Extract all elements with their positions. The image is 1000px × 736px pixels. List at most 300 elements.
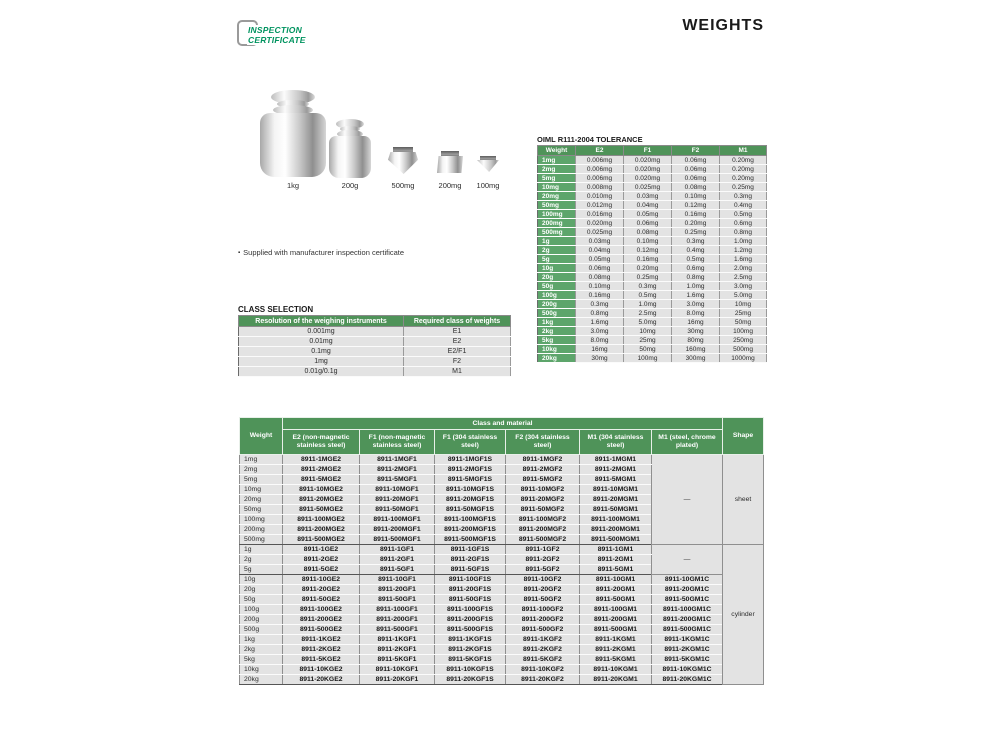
table-cell: 1kg — [538, 318, 576, 327]
table-cell: 3.0mg — [672, 300, 720, 309]
table-cell: 300mg — [672, 354, 720, 363]
weight-cell: 2g — [240, 555, 283, 565]
product-label: 1kg — [286, 181, 300, 190]
part-number-cell: 8911-10KGM1C — [652, 665, 723, 675]
part-number-cell: 8911-100GF1 — [360, 605, 435, 615]
column-header: F2 (304 stainless steel) — [506, 430, 580, 455]
part-number-cell: 8911-10KGF1S — [435, 665, 506, 675]
table-cell: 0.4mg — [672, 246, 720, 255]
table-cell: 1g — [538, 237, 576, 246]
table-cell: 16mg — [576, 345, 624, 354]
table-cell: 5.0mg — [624, 318, 672, 327]
dash-cell: — — [652, 545, 723, 575]
table-cell: 0.5mg — [672, 255, 720, 264]
catalog-row — [240, 595, 764, 605]
weight-cell: 5g — [240, 565, 283, 575]
table-cell: 0.8mg — [672, 273, 720, 282]
part-number-cell: 8911-2MGF2 — [506, 465, 580, 475]
product-label: 200g — [341, 181, 359, 190]
column-header: E2 (non-magnetic stainless steel) — [283, 430, 360, 455]
table-cell: E2 — [404, 337, 511, 347]
catalog-row — [240, 645, 764, 655]
part-number-cell: 8911-500MGF2 — [506, 535, 580, 545]
part-number-cell: 8911-1GF1 — [360, 545, 435, 555]
part-number-cell: 8911-500GF1S — [435, 625, 506, 635]
table-row — [538, 192, 767, 201]
table-cell: F2 — [404, 357, 511, 367]
part-number-cell: 8911-2KGM1 — [580, 645, 652, 655]
table-cell: 0.025mg — [576, 228, 624, 237]
table-cell: 0.3mg — [672, 237, 720, 246]
group-header-class-material: Class and material — [283, 418, 723, 430]
table-cell: 0.05mg — [576, 255, 624, 264]
table-cell: 0.25mg — [624, 273, 672, 282]
weight-cell: 1mg — [240, 455, 283, 465]
tolerance-table — [537, 145, 767, 363]
part-number-cell: 8911-10MGF1S — [435, 485, 506, 495]
class-header-row — [239, 316, 511, 327]
table-cell: 0.20mg — [720, 174, 767, 183]
table-cell: 0.010mg — [576, 192, 624, 201]
table-cell: 0.16mg — [576, 291, 624, 300]
table-cell: 10kg — [538, 345, 576, 354]
part-number-cell: 8911-2KGM1C — [652, 645, 723, 655]
part-number-cell: 8911-50GE2 — [283, 595, 360, 605]
column-header: M1 — [720, 146, 767, 156]
part-number-cell: 8911-10KGE2 — [283, 665, 360, 675]
shape-cell: sheet — [723, 455, 764, 545]
table-cell: 0.001mg — [239, 327, 404, 337]
table-row — [538, 318, 767, 327]
weight-cell: 1kg — [240, 635, 283, 645]
logo-line1: INSPECTION — [248, 25, 302, 35]
table-row — [538, 210, 767, 219]
table-cell: 0.25mg — [720, 183, 767, 192]
part-number-cell: 8911-2GE2 — [283, 555, 360, 565]
part-number-cell: 8911-100MGE2 — [283, 515, 360, 525]
part-number-cell: 8911-5GF2 — [506, 565, 580, 575]
part-number-cell: 8911-10GF1S — [435, 575, 506, 585]
table-cell: 0.3mg — [720, 192, 767, 201]
weight-cell: 2mg — [240, 465, 283, 475]
table-cell: 0.16mg — [672, 210, 720, 219]
table-cell: 50mg — [720, 318, 767, 327]
table-cell: 8.0mg — [672, 309, 720, 318]
table-row — [538, 201, 767, 210]
table-row — [239, 337, 511, 347]
table-cell: 8.0mg — [576, 336, 624, 345]
table-cell: 20mg — [538, 192, 576, 201]
table-cell: 0.5mg — [720, 210, 767, 219]
weight-cell: 200g — [240, 615, 283, 625]
part-number-cell: 8911-2GF1 — [360, 555, 435, 565]
catalog-row — [240, 545, 764, 555]
catalog-row — [240, 635, 764, 645]
table-row — [239, 357, 511, 367]
part-number-cell: 8911-20GF2 — [506, 585, 580, 595]
table-cell: 1000mg — [720, 354, 767, 363]
table-cell: 0.3mg — [576, 300, 624, 309]
part-number-cell: 8911-200GF1 — [360, 615, 435, 625]
table-row — [538, 282, 767, 291]
table-cell: 0.08mg — [576, 273, 624, 282]
column-header: F1 (304 stainless steel) — [435, 430, 506, 455]
table-cell: 0.6mg — [720, 219, 767, 228]
table-cell: 0.20mg — [720, 156, 767, 165]
table-cell: 200g — [538, 300, 576, 309]
table-cell: 10mg — [538, 183, 576, 192]
part-number-cell: 8911-500MGF1 — [360, 535, 435, 545]
tolerance-header-row — [538, 146, 767, 156]
shape-cell: cylinder — [723, 545, 764, 685]
part-number-cell: 8911-50MGF1S — [435, 505, 506, 515]
part-number-cell: 8911-10KGF1 — [360, 665, 435, 675]
table-cell: 2g — [538, 246, 576, 255]
weight-cell: 20mg — [240, 495, 283, 505]
table-cell: 5g — [538, 255, 576, 264]
table-cell: 0.03mg — [576, 237, 624, 246]
table-cell: 0.3mg — [624, 282, 672, 291]
part-number-cell: 8911-5KGM1 — [580, 655, 652, 665]
part-number-cell: 8911-10KGM1 — [580, 665, 652, 675]
table-cell: 0.012mg — [576, 201, 624, 210]
part-number-cell: 8911-20GM1C — [652, 585, 723, 595]
class-selection-title: CLASS SELECTION — [238, 305, 314, 314]
part-number-cell: 8911-200MGE2 — [283, 525, 360, 535]
table-cell: 25mg — [720, 309, 767, 318]
weight-cell: 500mg — [240, 535, 283, 545]
table-cell: 0.020mg — [624, 165, 672, 174]
weight-cell: 5kg — [240, 655, 283, 665]
table-cell: 5mg — [538, 174, 576, 183]
part-number-cell: 8911-2KGE2 — [283, 645, 360, 655]
part-number-cell: 8911-2KGF2 — [506, 645, 580, 655]
table-cell: 0.1mg — [239, 347, 404, 357]
table-cell: 16mg — [672, 318, 720, 327]
part-number-cell: 8911-50GF1 — [360, 595, 435, 605]
table-row — [538, 255, 767, 264]
part-number-cell: 8911-1MGM1 — [580, 455, 652, 465]
table-cell: 30mg — [576, 354, 624, 363]
table-cell: 10g — [538, 264, 576, 273]
dash-cell: — — [652, 455, 723, 545]
table-cell: 160mg — [672, 345, 720, 354]
table-row — [538, 246, 767, 255]
product-label: 100mg — [476, 181, 500, 190]
part-number-cell: 8911-5MGF1 — [360, 475, 435, 485]
part-number-cell: 8911-2GF2 — [506, 555, 580, 565]
part-number-cell: 8911-2GF1S — [435, 555, 506, 565]
table-cell: 0.006mg — [576, 156, 624, 165]
part-number-cell: 8911-1MGF2 — [506, 455, 580, 465]
table-row — [538, 327, 767, 336]
column-header: F1 (non-magnetic stainless steel) — [360, 430, 435, 455]
table-cell: 1.0mg — [720, 237, 767, 246]
table-cell: 2mg — [538, 165, 576, 174]
table-cell: 0.05mg — [624, 210, 672, 219]
column-header: Resolution of the weighing instruments — [239, 316, 404, 327]
table-cell: 500mg — [720, 345, 767, 354]
part-number-cell: 8911-5GF1 — [360, 565, 435, 575]
product-label: 500mg — [391, 181, 415, 190]
table-cell: 100mg — [624, 354, 672, 363]
logo-text — [247, 25, 307, 45]
table-cell: 0.04mg — [576, 246, 624, 255]
column-header-weight: Weight — [240, 418, 283, 455]
part-number-cell: 8911-1KGF2 — [506, 635, 580, 645]
table-cell: 50mg — [624, 345, 672, 354]
part-number-cell: 8911-100MGM1 — [580, 515, 652, 525]
part-number-cell: 8911-5MGF2 — [506, 475, 580, 485]
part-number-cell: 8911-50MGF2 — [506, 505, 580, 515]
part-number-cell: 8911-10GM1C — [652, 575, 723, 585]
part-number-cell: 8911-20MGF1S — [435, 495, 506, 505]
catalog-row — [240, 585, 764, 595]
part-number-cell: 8911-50GF1S — [435, 595, 506, 605]
table-cell: 0.08mg — [672, 183, 720, 192]
table-cell: 1mg — [538, 156, 576, 165]
table-cell: E2/F1 — [404, 347, 511, 357]
table-cell: 0.08mg — [624, 228, 672, 237]
table-cell: M1 — [404, 367, 511, 377]
part-number-cell: 8911-50GF2 — [506, 595, 580, 605]
table-cell: 1.6mg — [576, 318, 624, 327]
part-number-cell: 8911-5MGM1 — [580, 475, 652, 485]
part-number-cell: 8911-10GE2 — [283, 575, 360, 585]
table-row — [538, 345, 767, 354]
part-number-cell: 8911-10GF2 — [506, 575, 580, 585]
part-number-cell: 8911-2KGF1S — [435, 645, 506, 655]
column-header: Weight — [538, 146, 576, 156]
column-header-shape: Shape — [723, 418, 764, 455]
catalog-group-header-row — [240, 418, 764, 430]
part-number-cell: 8911-10MGF1 — [360, 485, 435, 495]
weight-500mg-image — [388, 147, 418, 174]
catalog-row — [240, 625, 764, 635]
part-number-cell: 8911-100MGF1 — [360, 515, 435, 525]
table-cell: 0.06mg — [672, 174, 720, 183]
catalog-subheader-row — [240, 430, 764, 455]
class-selection-table — [238, 315, 511, 377]
table-row — [239, 367, 511, 377]
column-header: M1 (steel, chrome plated) — [652, 430, 723, 455]
table-cell: 0.4mg — [720, 201, 767, 210]
part-number-cell: 8911-1KGM1C — [652, 635, 723, 645]
table-cell: 0.6mg — [672, 264, 720, 273]
part-number-cell: 8911-500GF2 — [506, 625, 580, 635]
table-cell: 3.0mg — [576, 327, 624, 336]
part-number-cell: 8911-5KGF2 — [506, 655, 580, 665]
part-number-cell: 8911-20GE2 — [283, 585, 360, 595]
weight-cell: 10mg — [240, 485, 283, 495]
part-number-cell: 8911-20MGM1 — [580, 495, 652, 505]
part-number-cell: 8911-20GF1 — [360, 585, 435, 595]
table-cell: 0.006mg — [576, 165, 624, 174]
table-cell: 0.20mg — [672, 219, 720, 228]
part-number-cell: 8911-10GF1 — [360, 575, 435, 585]
part-number-cell: 8911-200MGM1 — [580, 525, 652, 535]
table-cell: 0.025mg — [624, 183, 672, 192]
table-cell: 0.06mg — [672, 156, 720, 165]
table-cell: 0.8mg — [720, 228, 767, 237]
table-row — [538, 273, 767, 282]
table-row — [538, 228, 767, 237]
part-number-cell: 8911-200GM1C — [652, 615, 723, 625]
part-number-cell: 8911-200GF2 — [506, 615, 580, 625]
table-cell: 100g — [538, 291, 576, 300]
weight-cell: 100mg — [240, 515, 283, 525]
part-number-cell: 8911-200MGF1 — [360, 525, 435, 535]
table-row — [538, 264, 767, 273]
part-number-cell: 8911-5KGF1S — [435, 655, 506, 665]
part-number-cell: 8911-1MGF1S — [435, 455, 506, 465]
part-number-cell: 8911-1GE2 — [283, 545, 360, 555]
table-cell: 1.6mg — [720, 255, 767, 264]
weight-cell: 20kg — [240, 675, 283, 685]
table-cell: 25mg — [624, 336, 672, 345]
table-cell: 100mg — [538, 210, 576, 219]
part-number-cell: 8911-2MGF1S — [435, 465, 506, 475]
part-number-cell: 8911-200MGF1S — [435, 525, 506, 535]
table-cell: 0.25mg — [672, 228, 720, 237]
table-cell: 200mg — [538, 219, 576, 228]
table-cell: 3.0mg — [720, 282, 767, 291]
part-number-cell: 8911-50MGE2 — [283, 505, 360, 515]
inspection-certificate-logo — [237, 20, 327, 52]
part-number-cell: 8911-5MGE2 — [283, 475, 360, 485]
table-cell: 500mg — [538, 228, 576, 237]
table-row — [538, 219, 767, 228]
table-cell: 1.2mg — [720, 246, 767, 255]
table-cell: 5.0mg — [720, 291, 767, 300]
column-header: Required class of weights — [404, 316, 511, 327]
part-number-cell: 8911-50MGF1 — [360, 505, 435, 515]
table-row — [538, 183, 767, 192]
product-label: 200mg — [438, 181, 462, 190]
catalog-row — [240, 665, 764, 675]
table-cell: 0.01mg — [239, 337, 404, 347]
table-cell: 30mg — [672, 327, 720, 336]
table-cell: 0.016mg — [576, 210, 624, 219]
weight-1kg-image — [260, 90, 326, 178]
weight-cell: 20g — [240, 585, 283, 595]
table-row — [538, 309, 767, 318]
part-number-cell: 8911-500GF1 — [360, 625, 435, 635]
table-cell: 0.020mg — [576, 219, 624, 228]
part-number-cell: 8911-100GM1C — [652, 605, 723, 615]
weight-cell: 50mg — [240, 505, 283, 515]
part-number-cell: 8911-10MGF2 — [506, 485, 580, 495]
column-header: E2 — [576, 146, 624, 156]
part-number-cell: 8911-5GM1 — [580, 565, 652, 575]
weight-cell: 50g — [240, 595, 283, 605]
part-number-cell: 8911-5GE2 — [283, 565, 360, 575]
table-cell: 0.10mg — [624, 237, 672, 246]
part-number-cell: 8911-20KGM1C — [652, 675, 723, 685]
table-cell: 0.01g/0.1g — [239, 367, 404, 377]
part-number-cell: 8911-200MGF2 — [506, 525, 580, 535]
part-number-cell: 8911-20GF1S — [435, 585, 506, 595]
part-number-cell: 8911-20MGF1 — [360, 495, 435, 505]
table-cell: 0.04mg — [624, 201, 672, 210]
weight-cell: 10kg — [240, 665, 283, 675]
part-number-cell: 8911-200GF1S — [435, 615, 506, 625]
catalog-row — [240, 605, 764, 615]
table-cell: 0.20mg — [720, 165, 767, 174]
table-cell: 20g — [538, 273, 576, 282]
table-cell: 1mg — [239, 357, 404, 367]
part-number-cell: 8911-2MGM1 — [580, 465, 652, 475]
table-row — [538, 156, 767, 165]
inspection-note — [238, 248, 404, 257]
table-cell: E1 — [404, 327, 511, 337]
bullet-icon: ▪ — [238, 250, 241, 256]
part-number-cell: 8911-20MGE2 — [283, 495, 360, 505]
weight-cell: 100g — [240, 605, 283, 615]
page — [236, 0, 766, 736]
part-number-cell: 8911-1GF2 — [506, 545, 580, 555]
column-header: F1 — [624, 146, 672, 156]
weight-cell: 2kg — [240, 645, 283, 655]
table-row — [538, 165, 767, 174]
part-number-cell: 8911-20KGF2 — [506, 675, 580, 685]
table-cell: 0.12mg — [624, 246, 672, 255]
part-number-cell: 8911-20KGF1S — [435, 675, 506, 685]
table-cell: 0.12mg — [672, 201, 720, 210]
weight-100mg-image — [477, 156, 499, 172]
part-number-cell: 8911-1KGE2 — [283, 635, 360, 645]
table-row — [239, 327, 511, 337]
part-number-cell: 8911-1GM1 — [580, 545, 652, 555]
part-number-cell: 8911-500MGF1S — [435, 535, 506, 545]
table-cell: 0.020mg — [624, 174, 672, 183]
part-number-cell: 8911-20KGM1 — [580, 675, 652, 685]
table-cell: 50g — [538, 282, 576, 291]
part-number-cell: 8911-5MGF1S — [435, 475, 506, 485]
table-cell: 0.020mg — [624, 156, 672, 165]
part-number-cell: 8911-500MGE2 — [283, 535, 360, 545]
table-row — [538, 354, 767, 363]
part-number-cell: 8911-5KGE2 — [283, 655, 360, 665]
weight-cell: 1g — [240, 545, 283, 555]
table-cell: 0.10mg — [576, 282, 624, 291]
part-number-cell: 8911-1MGF1 — [360, 455, 435, 465]
part-number-cell: 8911-100MGF2 — [506, 515, 580, 525]
part-number-cell: 8911-20KGF1 — [360, 675, 435, 685]
part-number-cell: 8911-2KGF1 — [360, 645, 435, 655]
table-cell: 2.5mg — [624, 309, 672, 318]
table-cell: 0.16mg — [624, 255, 672, 264]
part-number-cell: 8911-500GM1C — [652, 625, 723, 635]
part-number-cell: 8911-1KGM1 — [580, 635, 652, 645]
catalog-row — [240, 675, 764, 685]
note-text: Supplied with manufacturer inspection certificate — [243, 248, 405, 257]
table-cell: 0.20mg — [624, 264, 672, 273]
part-number-cell: 8911-10MGE2 — [283, 485, 360, 495]
table-cell: 1.6mg — [672, 291, 720, 300]
logo-line2: CERTIFICATE — [248, 35, 306, 46]
weight-200mg-image — [437, 151, 463, 173]
table-cell: 50mg — [538, 201, 576, 210]
part-number-cell: 8911-1MGE2 — [283, 455, 360, 465]
part-number-cell: 8911-500GE2 — [283, 625, 360, 635]
part-number-cell: 8911-50MGM1 — [580, 505, 652, 515]
table-cell: 0.5mg — [624, 291, 672, 300]
part-number-cell: 8911-500MGM1 — [580, 535, 652, 545]
part-number-cell: 8911-200GM1 — [580, 615, 652, 625]
table-cell: 2.0mg — [720, 264, 767, 273]
tolerance-table-title: OIML R111-2004 TOLERANCE — [537, 135, 643, 144]
